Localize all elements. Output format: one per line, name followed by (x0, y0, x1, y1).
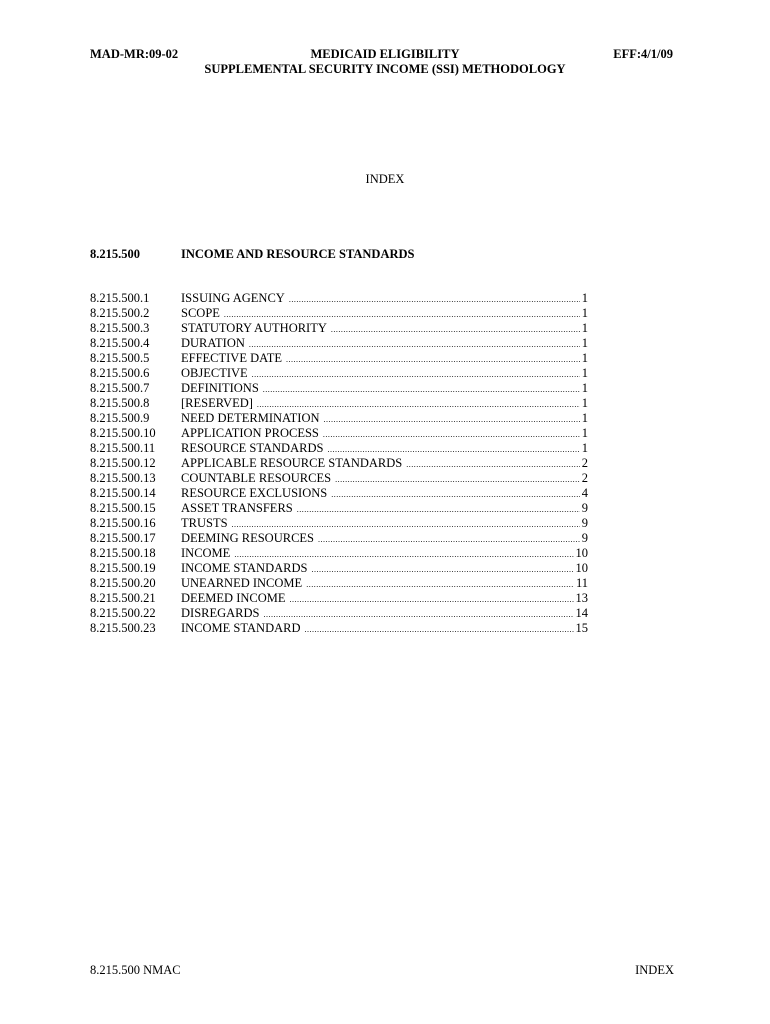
toc-entry-page: 13 (575, 591, 588, 605)
toc-entry-page: 4 (581, 486, 588, 500)
toc-entry-page: 1 (581, 411, 588, 425)
toc-entry-page: 2 (581, 471, 588, 485)
toc-entry-title: OBJECTIVE (181, 366, 248, 380)
toc-entry[interactable] (90, 441, 588, 456)
toc-entry[interactable] (90, 456, 588, 471)
toc-entry-title: ASSET TRANSFERS (181, 501, 293, 515)
toc-dot-leader (249, 337, 580, 352)
toc-entry-number: 8.215.500.13 (90, 471, 156, 485)
toc-entry-number: 8.215.500.18 (90, 546, 156, 560)
toc-dot-leader (252, 367, 580, 382)
toc-dot-leader (290, 592, 574, 607)
toc-entry-title: STATUTORY AUTHORITY (181, 321, 327, 335)
toc-entry-number: 8.215.500.15 (90, 501, 156, 515)
toc-entry-number: 8.215.500.23 (90, 621, 156, 635)
toc-entry-number: 8.215.500.17 (90, 531, 156, 545)
toc-entry-number: 8.215.500.4 (90, 336, 150, 350)
toc-entry-page: 15 (575, 621, 588, 635)
table-of-contents (90, 291, 588, 636)
toc-dot-leader (324, 412, 580, 427)
section-number: 8.215.500 (90, 247, 140, 261)
toc-dot-leader (323, 427, 580, 442)
footer-citation: 8.215.500 NMAC (90, 963, 181, 977)
toc-entry[interactable] (90, 516, 588, 531)
toc-entry[interactable] (90, 291, 588, 306)
toc-entry-title: UNEARNED INCOME (181, 576, 303, 590)
toc-dot-leader (297, 502, 580, 517)
toc-entry[interactable] (90, 621, 588, 636)
toc-entry-title: ISSUING AGENCY (181, 291, 285, 305)
toc-entry-page: 2 (581, 456, 588, 470)
toc-entry-page: 1 (581, 426, 588, 440)
toc-entry-page: 1 (581, 441, 588, 455)
toc-entry-number: 8.215.500.3 (90, 321, 150, 335)
toc-entry-page: 1 (581, 321, 588, 335)
toc-entry-page: 1 (581, 306, 588, 320)
toc-dot-leader (335, 472, 580, 487)
header-document-code: MAD-MR:09-02 (90, 47, 179, 61)
toc-entry[interactable] (90, 396, 588, 411)
toc-entry-number: 8.215.500.2 (90, 306, 150, 320)
toc-entry-number: 8.215.500.11 (90, 441, 156, 455)
toc-entry-title: INCOME STANDARDS (181, 561, 308, 575)
toc-entry-page: 1 (581, 291, 588, 305)
toc-entry-page: 9 (581, 516, 588, 530)
toc-entry[interactable] (90, 411, 588, 426)
toc-entry[interactable] (90, 486, 588, 501)
toc-entry-number: 8.215.500.1 (90, 291, 150, 305)
toc-entry-title: EFFECTIVE DATE (181, 351, 283, 365)
toc-entry[interactable] (90, 351, 588, 366)
toc-entry[interactable] (90, 606, 588, 621)
header-title-line2: SUPPLEMENTAL SECURITY INCOME (SSI) METHODOLOGY (204, 62, 566, 76)
index-heading: INDEX (365, 172, 405, 186)
toc-dot-leader (257, 397, 580, 412)
toc-entry-title: DEFINITIONS (181, 381, 259, 395)
toc-entry-title: DEEMING RESOURCES (181, 531, 314, 545)
toc-entry-title: [RESERVED] (181, 396, 253, 410)
toc-entry-page: 9 (581, 501, 588, 515)
toc-dot-leader (289, 292, 580, 307)
toc-entry-page: 10 (575, 561, 588, 575)
toc-entry-page: 1 (581, 381, 588, 395)
toc-entry-page: 9 (581, 531, 588, 545)
toc-entry-number: 8.215.500.20 (90, 576, 156, 590)
toc-entry-page: 10 (575, 546, 588, 560)
toc-entry-page: 11 (575, 576, 588, 590)
toc-entry-number: 8.215.500.9 (90, 411, 150, 425)
toc-dot-leader (232, 517, 580, 532)
toc-entry-title: APPLICABLE RESOURCE STANDARDS (181, 456, 403, 470)
toc-entry-number: 8.215.500.22 (90, 606, 156, 620)
toc-entry-page: 1 (581, 366, 588, 380)
toc-entry-number: 8.215.500.19 (90, 561, 156, 575)
toc-entry-title: APPLICATION PROCESS (181, 426, 319, 440)
toc-entry-number: 8.215.500.7 (90, 381, 150, 395)
toc-entry[interactable] (90, 591, 588, 606)
toc-entry-number: 8.215.500.10 (90, 426, 156, 440)
toc-entry[interactable] (90, 576, 588, 591)
toc-entry-title: TRUSTS (181, 516, 228, 530)
toc-dot-leader (327, 442, 579, 457)
toc-entry[interactable] (90, 381, 588, 396)
toc-entry[interactable] (90, 501, 588, 516)
toc-entry[interactable] (90, 336, 588, 351)
toc-entry-page: 1 (581, 336, 588, 350)
toc-dot-leader (318, 532, 580, 547)
toc-entry[interactable] (90, 546, 588, 561)
toc-entry-title: INCOME (181, 546, 231, 560)
toc-entry-number: 8.215.500.21 (90, 591, 156, 605)
toc-dot-leader (264, 607, 574, 622)
toc-dot-leader (234, 547, 573, 562)
toc-entry[interactable] (90, 321, 588, 336)
toc-entry-number: 8.215.500.6 (90, 366, 150, 380)
toc-entry[interactable] (90, 531, 588, 546)
toc-dot-leader (286, 352, 580, 367)
toc-entry[interactable] (90, 471, 588, 486)
header-title-line1: MEDICAID ELIGIBILITY (310, 47, 460, 61)
toc-entry-number: 8.215.500.5 (90, 351, 150, 365)
header-effective-date: EFF:4/1/09 (613, 47, 673, 61)
toc-entry[interactable] (90, 561, 588, 576)
toc-entry-title: DEEMED INCOME (181, 591, 286, 605)
toc-entry-number: 8.215.500.12 (90, 456, 156, 470)
toc-entry-title: DISREGARDS (181, 606, 260, 620)
toc-entry[interactable] (90, 366, 588, 381)
toc-dot-leader (306, 577, 574, 592)
toc-dot-leader (331, 322, 580, 337)
toc-dot-leader (263, 382, 580, 397)
toc-entry-title: DURATION (181, 336, 245, 350)
toc-entry-title: NEED DETERMINATION (181, 411, 320, 425)
footer-label: INDEX (635, 963, 674, 977)
toc-entry-title: COUNTABLE RESOURCES (181, 471, 332, 485)
toc-entry-title: RESOURCE EXCLUSIONS (181, 486, 328, 500)
toc-dot-leader (311, 562, 573, 577)
toc-entry-page: 1 (581, 351, 588, 365)
toc-entry-number: 8.215.500.8 (90, 396, 150, 410)
toc-entry-page: 1 (581, 396, 588, 410)
toc-entry-title: INCOME STANDARD (181, 621, 301, 635)
toc-dot-leader (406, 457, 579, 472)
toc-dot-leader (305, 622, 574, 637)
toc-entry-title: SCOPE (181, 306, 220, 320)
section-title: INCOME AND RESOURCE STANDARDS (181, 247, 415, 261)
toc-entry-page: 14 (575, 606, 588, 620)
toc-entry-number: 8.215.500.16 (90, 516, 156, 530)
toc-entry-number: 8.215.500.14 (90, 486, 156, 500)
toc-entry[interactable] (90, 306, 588, 321)
toc-entry[interactable] (90, 426, 588, 441)
toc-dot-leader (224, 307, 580, 322)
toc-entry-title: RESOURCE STANDARDS (181, 441, 324, 455)
toc-dot-leader (331, 487, 580, 502)
